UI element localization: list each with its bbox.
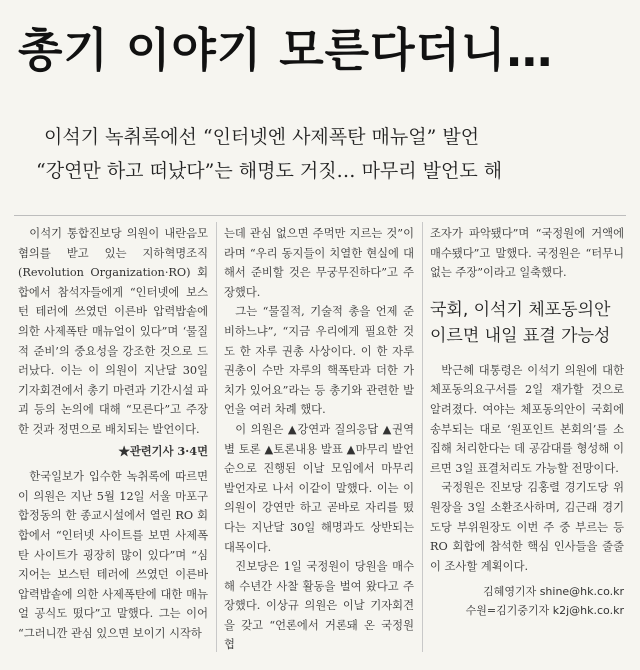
paragraph: 는데 관심 없으면 주먹만 지르는 것”이라며 “우리 동지들이 치열한 현실에 대해서 준비할 것은 무궁무진하다”고 주장했다.	[224, 227, 414, 299]
paragraph: 진보당은 1일 국정원이 당원을 매수해 수년간 사찰 활동을 벌여 왔다고 주장했다. 이상규 의원은 이날 기자회견을 갖고 “언론에서 거론돼 온 국정원 협	[224, 560, 414, 652]
paragraph: 박근혜 대통령은 이석기 의원에 대한 체포동의요구서를 2일 재가할 것으로 알려졌다. 여야는 체포동의안이 국회에 송부되는 대로 ‘원포인트 본회의’를 소집해 처리한다는 데 공감대를 형성해 이르면 3일 표결처리도 가능할 전망이다.	[430, 363, 624, 475]
article-column-1	[18, 224, 208, 643]
paragraph: 그는 “물질적, 기술적 총을 언제 준비하느냐”, “지금 우리에게 필요한 것도 한 자루 권총 사상이다. 이 한 자루 권총이 수만 자루의 핵폭탄과 더한 가치가 있어요”라는 등 총기와 관련한 발언을 여러 차례 했다.	[224, 305, 414, 417]
article-column-3	[430, 224, 624, 620]
reporter-byline: 수원=김기중기자 k2j@hk.co.kr	[465, 604, 624, 618]
subheadline-1: 이석기 녹취록에선 “인터넷엔 사제폭탄 매뉴얼” 발언	[44, 126, 480, 148]
subheadlines	[36, 120, 626, 188]
paragraph: 한국일보가 입수한 녹취록에 따르면 이 의원은 지난 5월 12일 서울 마포구 합정동의 한 종교시설에서 열린 RO 회합에서 “인터넷 사이트를 보면 사제폭탄 사이트가 굉장히 많이 있다”며 “심지어는 보스턴 테러에 쓰였던 이른바 압력밥솥에 의한 사제폭탄에 대한 매뉴얼 공식도 떴다”고 말했다. 그는 이어 “그러니깐 관심 있으면 보이기 시작하	[18, 470, 208, 640]
related-articles-note: ★ 관련기사 3·4면	[18, 442, 208, 462]
article-column-2	[224, 224, 414, 655]
paragraph: 조자가 파악됐다”며 “국정원에 거액에 매수됐다”고 말했다. 국정원은 “터무니 없는 주장”이라고 일축했다.	[430, 227, 624, 280]
headline: 총기 이야기 모른다더니…	[18, 23, 554, 77]
column-divider	[216, 222, 217, 652]
column-divider	[422, 222, 423, 652]
paragraph: 이 의원은 ▲강연과 질의응답 ▲권역별 토론 ▲토론내용 발표 ▲마무리 발언 순으로 진행된 이날 모임에서 마무리 발언자로 나서 이같이 말했다. 이는 이 의원이 강연만 하고 곧바로 자리를 떴다는 지난달 30일 해명과도 상반되는 대목이다.	[224, 422, 414, 554]
paragraph: 이석기 통합진보당 의원이 내란음모 혐의를 받고 있는 지하혁명조직(Revolution Organization·RO) 회합에서 참석자들에게 “인터넷에 보스턴 테러에 쓰였던 이른바 압력밥솥에 의한 사제폭탄 매뉴얼이 있다”며 ‘물질적 준비’의 중요성을 강조한 것으로 드러났다. 이는 이 의원이 지난달 30일 기자회견에서 총기 마련과 기간시설 파괴 등의 논의에 대해 “모른다”고 주장한 것과 정면으로 배치되는 발언이다.	[18, 227, 208, 436]
reporter-byline: 김혜영기자 shine@hk.co.kr	[483, 585, 624, 599]
sidebar-headline: 국회, 이석기 체포동의안 이르면 내일 표결 가능성	[430, 299, 611, 346]
subheadline-2: “강연만 하고 떠났다”는 해명도 거짓… 마무리 발언도 해	[36, 160, 503, 182]
paragraph: 국정원은 진보당 김홍렬 경기도당 위원장을 3일 소환조사하며, 김근래 경기도당 부위원장도 이번 주 중 부르는 등 RO 회합에 참석한 핵심 인사들을 줄줄이 조사할 계획이다.	[430, 481, 624, 573]
section-divider	[14, 215, 626, 216]
